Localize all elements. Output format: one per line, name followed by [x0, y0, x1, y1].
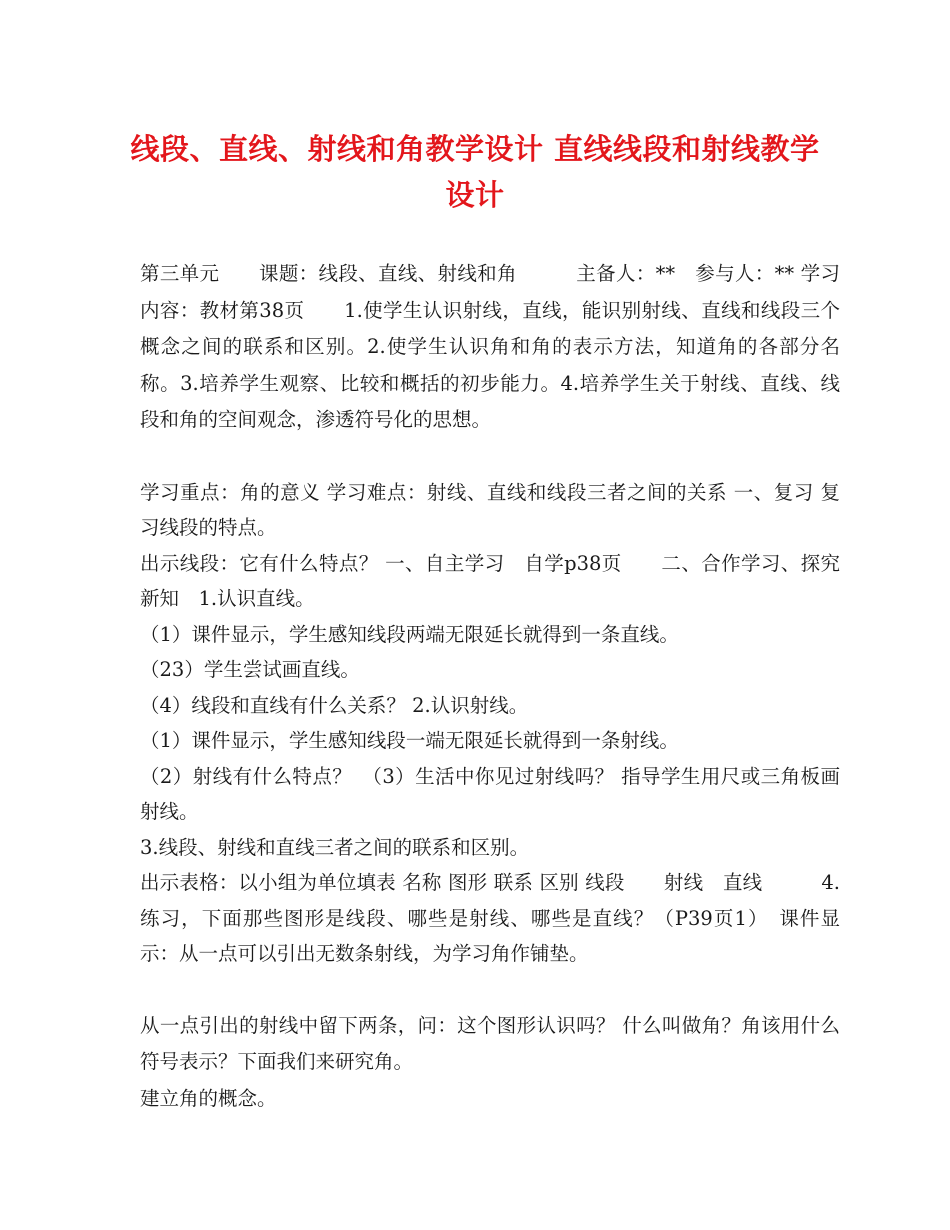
body-paragraph: 出示线段：它有什么特点？ 一、自主学习 自学p38页 二、合作学习、探究新知 1.认识直线。: [140, 551, 840, 610]
document-body: [140, 256, 840, 1117]
body-paragraph: 3.线段、射线和直线三者之间的联系和区别。: [140, 835, 530, 859]
focus-paragraph: 学习重点：角的意义 学习难点：射线、直线和线段三者之间的关系 一、复习 复习线段的特点。: [140, 480, 840, 539]
body-paragraph: （2）射线有什么特点？ （3）生活中你见过射线吗？ 指导学生用尺或三角板画射线。: [140, 764, 840, 823]
intro-paragraph: 第三单元 课题：线段、直线、射线和角 主备人：** 参与人：** 学习内容：教材第38页 1.使学生认识射线，直线，能识别射线、直线和线段三个概念之间的联系和区别。2.使学生认识角和角的表示方法，知道角的各部分名称。3.培养学生观察、比较和概括的初步能力。4.培养学生关于射线、直线、线段和角的空间观念，渗透符号化的思想。: [140, 262, 840, 431]
document-title: [120, 126, 830, 218]
body-paragraph: （4）线段和直线有什么关系？ 2.认识射线。: [140, 693, 529, 717]
body-paragraph: （1）课件显示，学生感知线段一端无限延长就得到一条射线。: [140, 729, 679, 752]
body-paragraph: （23）学生尝试画直线。: [140, 658, 360, 681]
title-line-1: 线段、直线、射线和角教学设计 直线线段和射线教学: [130, 132, 820, 166]
body-paragraph: （1）课件显示，学生感知线段两端无限延长就得到一条直线。: [140, 622, 679, 646]
title-line-2: 设计: [445, 178, 505, 212]
body-paragraph: 从一点引出的射线中留下两条，问：这个图形认识吗？ 什么叫做角？角该用什么符号表示？下面我们来研究角。: [140, 1013, 840, 1073]
body-paragraph: 建立角的概念。: [140, 1086, 277, 1110]
body-paragraph: 出示表格：以小组为单位填表 名称 图形 联系 区别 线段 射线 直线 4.练习，下面那些图形是线段、哪些是射线、哪些是直线？（P39页1） 课件显示：从一点可以引出无数条射线，为学习角作铺垫。: [140, 871, 840, 965]
